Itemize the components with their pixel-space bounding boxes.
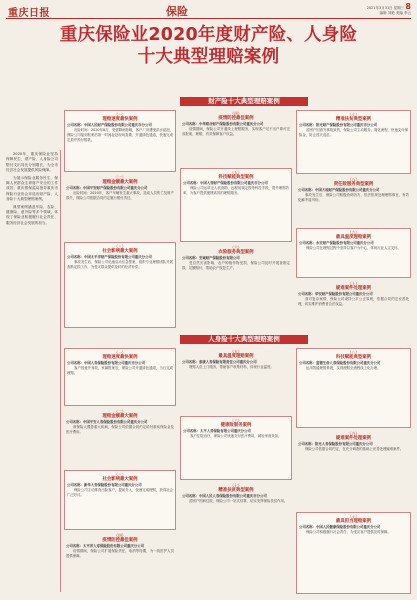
case-title: 责任险服务典型案例 (333, 182, 374, 187)
case-body: 疫情期间，保险公司开通线上理赔服务，实现客户足不出户即可完成报案、理赔，有效保障客户权益。 (182, 127, 290, 136)
case-body: 客户住院治疗，保险公司快速支付医疗费用，减轻家庭负担。 (190, 434, 282, 438)
case-body: 受自然灾害影响，农户种植作物受损，保险公司及时开展查勘定损，足额赔付，帮助农户恢复生产。 (182, 261, 290, 270)
case-company: 公司名称：新华人寿保险股份有限公司重庆分公司 (67, 483, 142, 487)
intro-paragraph: 2020年，重庆保险业坚持保障民生，财产险、人身险公司赔付支出同比分别增长，为全市经济社会发展提供风险保障。 (6, 152, 58, 173)
intro-column (6, 152, 58, 228)
case-number: （九） (347, 431, 360, 436)
case-title: 精准扶贫典型案例 (218, 488, 254, 493)
editor-line: 编辑 刘艳 美编 李云 (379, 11, 411, 15)
life-case-7 (180, 482, 292, 594)
case-body: 运用智能理赔系统，实现理赔全流程线上化办理。 (306, 366, 381, 370)
property-case-2 (64, 174, 176, 240)
case-title: 最具担当理赔案例 (335, 519, 372, 524)
case-company: 公司名称：中国太平洋财产保险股份有限公司重庆分公司 (67, 255, 152, 259)
case-number: （九） (347, 230, 360, 235)
case-title: 疑难案件处理案例 (335, 436, 372, 441)
property-section-banner: 财产险十大典型理赔案例 (180, 97, 308, 106)
life-case-1 (64, 348, 176, 406)
life-case-9 (296, 430, 411, 510)
property-case-10 (296, 280, 411, 328)
case-body: 疫情期间，保险公司扩展保险责任，取消等待期，为一线医护人员提供保障。 (66, 549, 174, 558)
case-number: （五） (230, 170, 242, 175)
case-company: 公司名称：太平洋人寿保险股份有限公司重庆分公司 (66, 544, 144, 548)
case-number: （四） (230, 111, 242, 116)
case-company: 公司名称：中国人寿财产保险股份有限公司重庆市分公司 (183, 181, 268, 185)
case-body: 被保险人罹患重大疾病，保险公司依据合同约定给付重疾保险金及医疗费用。 (66, 425, 174, 434)
case-company: 公司名称：中国大地财产保险股份有限公司重庆分公司 (298, 188, 380, 192)
intro-paragraph: 为展示保险业服务民生、保障人民群众生命财产安全的工作成效，重庆银保监局指导重庆市保险行业协会评选出财产险、人身险十大典型理赔案例。 (6, 175, 58, 202)
case-number: （八） (347, 350, 360, 355)
case-body: 保险公司积极履行社会责任，为受灾客户提供及时保障。 (306, 530, 391, 534)
case-title: 科技赋能典型案例 (218, 175, 254, 180)
case-company: 公司名称：华安财产保险股份有限公司重庆分公司 (298, 292, 373, 296)
case-number: （四） (114, 533, 126, 538)
life-case-6 (180, 416, 292, 480)
case-body: 面对复杂案情，保险公司秉持公平公正原则，依据合同约定妥善处理，切实维护消费者合法权益。 (298, 297, 409, 306)
case-body: 保险公司依据合同约定，在充分调查的基础上妥善处理疑难案件。 (305, 447, 404, 451)
case-body: 贫困户因意外事故致伤，保险公司主动服务、简化流程，快速支付保险金，防止因灾返贫。 (299, 128, 408, 137)
case-number: （七） (230, 483, 242, 488)
case-company: 公司名称：永安财产保险股份有限公司重庆分公司 (299, 241, 374, 245)
case-title: 疫情防控最佳案例 (102, 538, 138, 543)
case-number: （五） (230, 349, 242, 354)
life-case-10 (296, 512, 411, 594)
case-title: 最具温度理赔案例 (335, 235, 372, 240)
headline-line-1: 重庆保险业2020年度财产险、人身险 (59, 25, 358, 45)
case-number: （二） (114, 175, 126, 180)
intro-paragraph: 典型案例涵盖车险、农险、健康险、意外险等多个领域，体现了保险业积极履行社会责任、服务经济社会发展的担当。 (6, 204, 58, 225)
case-body: 理赔人员上门服务，帮助客户收集材料，体现行业温度。 (189, 365, 274, 369)
case-title: 理赔金额最大案例 (102, 414, 138, 419)
case-number: （二） (114, 409, 126, 414)
case-body: 事故发生后，保险公司积极协调各方，依法依规处理理赔事宜，有效化解矛盾纠纷。 (298, 193, 409, 202)
case-number: （三） (114, 472, 126, 477)
issue-meta (367, 4, 411, 16)
case-number: （七） (347, 112, 360, 117)
case-company: 公司名称：中国人民人寿保险股份有限公司重庆市分公司 (182, 494, 267, 498)
case-body: 出险时间：2020年，客户车辆发生重大事故，造成人员伤亡及财产损失，保险公司依据合同约定履行赔付责任。 (66, 191, 174, 200)
property-case-8 (296, 176, 411, 226)
case-title: 理赔速度最快案例 (102, 117, 138, 122)
life-case-8 (296, 348, 411, 428)
case-number: （三） (114, 244, 126, 249)
case-number: （一） (114, 112, 126, 117)
property-case-9 (296, 228, 411, 278)
case-company: 公司名称：富德生命人寿保险股份有限公司重庆分公司 (299, 361, 381, 365)
case-title: 疫情防控最佳案例 (218, 116, 254, 121)
case-title: 理赔速度最快案例 (102, 355, 138, 360)
case-body: 出险时间：2020年8月，受强降雨影响，客户厂房遭受洪水浸泡，保险公司接到报案后第一时间赶赴现场查勘，开通绿色通道，快速完成定损并预付赔款。 (67, 128, 173, 142)
life-case-2 (64, 408, 176, 468)
property-case-3 (64, 242, 176, 328)
case-title: 社会影响最大案例 (102, 249, 138, 254)
case-body: 保险公司运用无人机查勘、远程视频定损等科技手段，提升理赔效率，为客户提供便捷高效的理赔服务。 (183, 186, 289, 195)
life-case-3 (64, 470, 176, 530)
case-body: 保险公司主动排查出险客户，提前介入，快速完成理赔，获得社会广泛好评。 (67, 488, 173, 497)
case-body: 事故发生后，保险公司迅速启动应急预案，组织专业理赔团队开展查勘定损工作，为受灾群众提供及时的经济补偿。 (67, 260, 173, 269)
case-title: 科技赋能典型案例 (335, 355, 372, 360)
property-case-4 (180, 110, 292, 166)
case-title: 农险服务典型案例 (218, 250, 254, 255)
column-divider (60, 150, 61, 592)
headline-line-2: 十大典型理赔案例 (137, 47, 280, 67)
case-company: 公司名称：中国人民财产保险股份有限公司重庆市分公司 (67, 123, 152, 127)
page-number: 8 (405, 2, 411, 11)
case-number: （一） (114, 350, 126, 355)
case-title: 理赔金额最大案例 (102, 180, 138, 185)
case-title: 精准扶贫典型案例 (335, 117, 372, 122)
case-title: 疑难案件处理案例 (335, 286, 372, 291)
case-company: 公司名称：阳光财产保险股份有限公司重庆市分公司 (299, 123, 377, 127)
case-company: 公司名称：中国平安人寿保险股份有限公司重庆分公司 (66, 420, 148, 424)
case-number: （六） (230, 245, 242, 250)
case-title: 最具温度理赔案例 (218, 354, 254, 359)
case-company: 公司名称：中国平安财产保险股份有限公司重庆分公司 (66, 186, 148, 190)
case-body: 保险公司在理赔过程中坚持以客户为中心，体现行业人文关怀。 (306, 246, 401, 250)
property-case-7 (296, 110, 411, 174)
issue-date: 2021年3月31日 星期三 (366, 6, 405, 10)
life-section-banner: 人身险十大典型理赔案例 (180, 335, 308, 344)
section-title: 保险 (166, 5, 188, 18)
case-company: 公司名称：阳光人寿保险股份有限公司重庆分公司 (298, 442, 373, 446)
property-case-1 (64, 110, 176, 172)
case-number: （十） (347, 281, 360, 286)
case-number: （八） (347, 177, 360, 182)
life-case-4 (64, 532, 176, 594)
case-company: 公司名称：安诚财产保险股份有限公司 (182, 256, 240, 260)
case-number: （十） (347, 514, 360, 519)
newspaper-logo: 重庆日报 (8, 8, 50, 19)
life-case-5 (180, 348, 292, 414)
case-company: 公司名称：中国人寿保险股份有限公司重庆市分公司 (67, 361, 145, 365)
case-company: 公司名称：太平人寿保险有限公司重庆分公司 (183, 429, 251, 433)
page-headline (6, 24, 411, 68)
case-title: 健康险服务案例 (220, 423, 252, 428)
case-company: 公司名称：中国人民健康保险股份有限公司重庆分公司 (299, 525, 381, 529)
case-body: 客户因意外身故，家属报案后，保险公司开通绿色通道，当日完成理赔。 (67, 366, 173, 375)
case-body: 贫困户因病住院，保险公司一站式结算，切实发挥保险扶贫作用。 (189, 499, 288, 503)
case-company: 公司名称：中华联合财产保险股份有限公司重庆分公司 (182, 122, 264, 126)
case-title: 社会影响最大案例 (102, 477, 138, 482)
property-case-6 (180, 244, 292, 328)
case-company: 公司名称：泰康人寿保险有限责任公司重庆分公司 (182, 360, 257, 364)
case-number: （六） (230, 418, 242, 423)
property-case-5 (180, 168, 292, 242)
masthead (6, 4, 411, 19)
